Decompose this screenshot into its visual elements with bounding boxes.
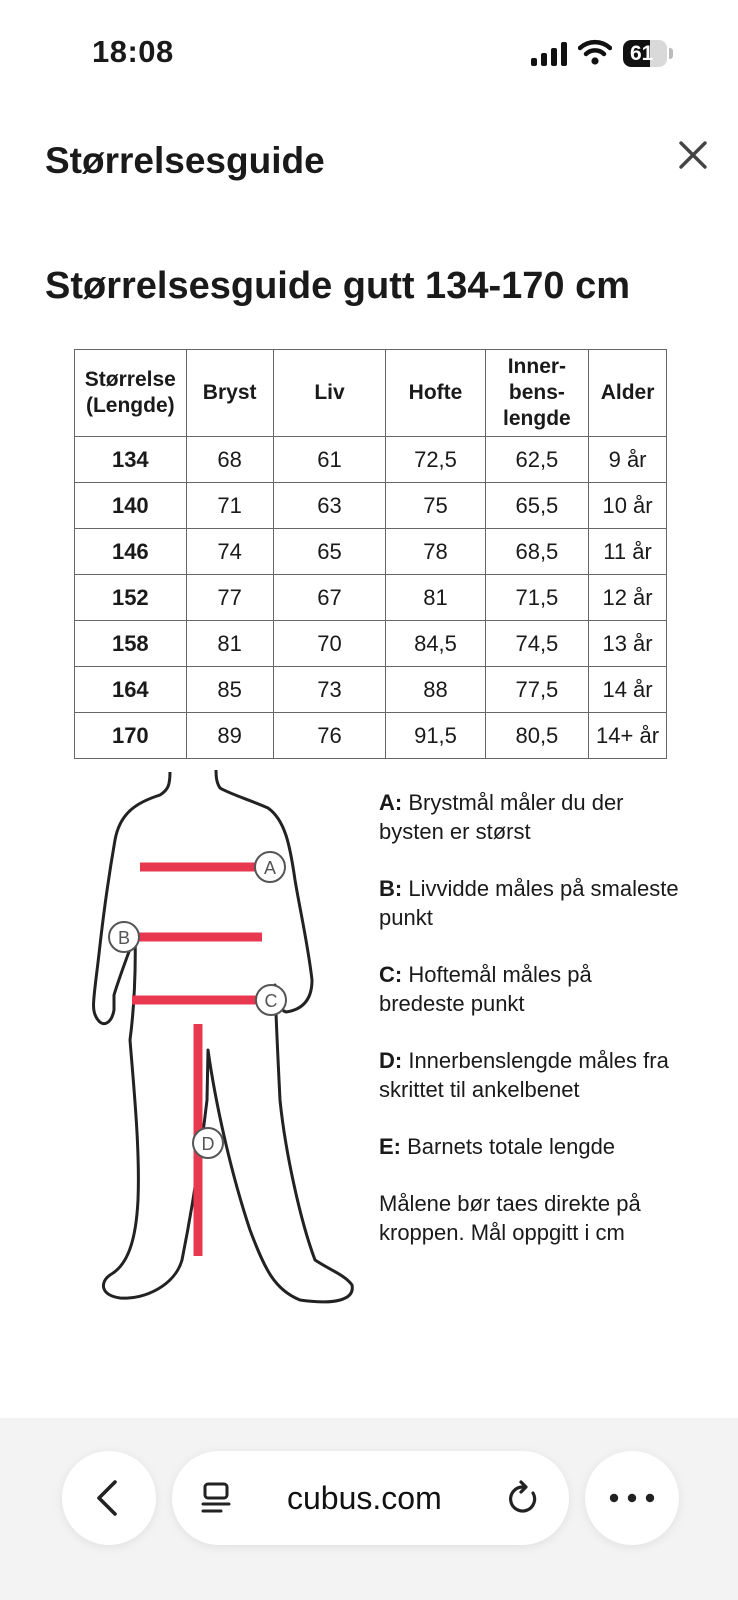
- table-cell: 164: [75, 667, 187, 713]
- table-row: [75, 575, 667, 621]
- close-icon[interactable]: [676, 138, 710, 172]
- table-cell: 11 år: [589, 529, 667, 575]
- instruction-d: D: Innerbenslengde måles fra skrittet til ankelbenet: [379, 1048, 669, 1102]
- table-cell: 84,5: [386, 621, 485, 667]
- table-cell: 71: [186, 483, 273, 529]
- table-cell: 78: [386, 529, 485, 575]
- reader-icon[interactable]: [199, 1480, 235, 1516]
- table-cell: 76: [273, 713, 386, 759]
- size-table: [74, 349, 667, 759]
- table-header-row: [75, 350, 667, 437]
- table-cell: 152: [75, 575, 187, 621]
- back-icon: [62, 1451, 156, 1545]
- reload-icon[interactable]: [505, 1479, 541, 1517]
- table-cell: 9 år: [589, 437, 667, 483]
- table-cell: 88: [386, 667, 485, 713]
- instruction-b: B: Livvidde måles på smaleste punkt: [379, 876, 679, 930]
- table-cell: 77,5: [485, 667, 588, 713]
- column-header: Hofte: [386, 350, 485, 437]
- marker-d: [193, 1128, 223, 1158]
- svg-text:A: A: [263, 858, 277, 878]
- table-cell: 77: [186, 575, 273, 621]
- table-cell: 10 år: [589, 483, 667, 529]
- column-header: Inner- bens- lengde: [485, 350, 588, 437]
- table-cell: 146: [75, 529, 187, 575]
- table-cell: 89: [186, 713, 273, 759]
- wifi-icon: [578, 38, 612, 66]
- table-cell: 63: [273, 483, 386, 529]
- table-cell: 65,5: [485, 483, 588, 529]
- table-cell: 73: [273, 667, 386, 713]
- table-cell: 14 år: [589, 667, 667, 713]
- table-cell: 68,5: [485, 529, 588, 575]
- table-cell: 170: [75, 713, 187, 759]
- table-cell: 85: [186, 667, 273, 713]
- table-row: [75, 713, 667, 759]
- instruction-a: A: Brystmål måler du der bysten er størst: [379, 790, 624, 844]
- marker-c: [256, 985, 286, 1015]
- status-time: 18:08: [92, 34, 174, 69]
- signal-icon: [531, 42, 567, 66]
- table-cell: 62,5: [485, 437, 588, 483]
- table-cell: 67: [273, 575, 386, 621]
- battery-level: 61: [630, 42, 654, 65]
- instruction-note: Målene bør taes direkte på kroppen. Mål oppgitt i cm: [379, 1191, 641, 1245]
- table-cell: 61: [273, 437, 386, 483]
- table-row: [75, 667, 667, 713]
- measurement-instructions: [379, 788, 679, 1275]
- column-header: Alder: [589, 350, 667, 437]
- table-cell: 65: [273, 529, 386, 575]
- table-cell: 158: [75, 621, 187, 667]
- table-cell: 91,5: [386, 713, 485, 759]
- table-cell: 68: [186, 437, 273, 483]
- column-header: Bryst: [186, 350, 273, 437]
- body-measurement-figure: [90, 770, 380, 1330]
- body-outline: [94, 770, 353, 1302]
- guide-heading: Størrelsesguide gutt 134-170 cm: [45, 265, 630, 307]
- table-cell: 71,5: [485, 575, 588, 621]
- table-row: [75, 437, 667, 483]
- instruction-e: E: Barnets totale lengde: [379, 1134, 616, 1159]
- table-cell: 14+ år: [589, 713, 667, 759]
- table-cell: 81: [386, 575, 485, 621]
- svg-text:C: C: [264, 991, 278, 1011]
- marker-b: [109, 922, 139, 952]
- table-cell: 75: [386, 483, 485, 529]
- column-header: Liv: [273, 350, 386, 437]
- more-button[interactable]: [585, 1451, 679, 1545]
- table-row: [75, 483, 667, 529]
- table-cell: 81: [186, 621, 273, 667]
- table-cell: 12 år: [589, 575, 667, 621]
- table-cell: 70: [273, 621, 386, 667]
- address-bar[interactable]: [172, 1451, 569, 1545]
- svg-text:B: B: [117, 928, 131, 948]
- table-cell: 80,5: [485, 713, 588, 759]
- table-cell: 13 år: [589, 621, 667, 667]
- back-button[interactable]: [62, 1451, 156, 1545]
- instruction-c: C: Hoftemål måles på bredeste punkt: [379, 962, 592, 1016]
- table-cell: 74,5: [485, 621, 588, 667]
- status-bar: [0, 0, 738, 110]
- page-title: Størrelsesguide: [45, 140, 325, 181]
- column-header: Størrelse (Lengde): [75, 350, 187, 437]
- battery-icon: [623, 40, 673, 67]
- table-cell: 134: [75, 437, 187, 483]
- table-row: [75, 621, 667, 667]
- table-cell: 140: [75, 483, 187, 529]
- table-cell: 72,5: [386, 437, 485, 483]
- marker-a: [255, 852, 285, 882]
- table-cell: 74: [186, 529, 273, 575]
- more-icon: [585, 1451, 679, 1545]
- table-row: [75, 529, 667, 575]
- svg-text:D: D: [201, 1134, 215, 1154]
- url-text[interactable]: cubus.com: [287, 1480, 442, 1516]
